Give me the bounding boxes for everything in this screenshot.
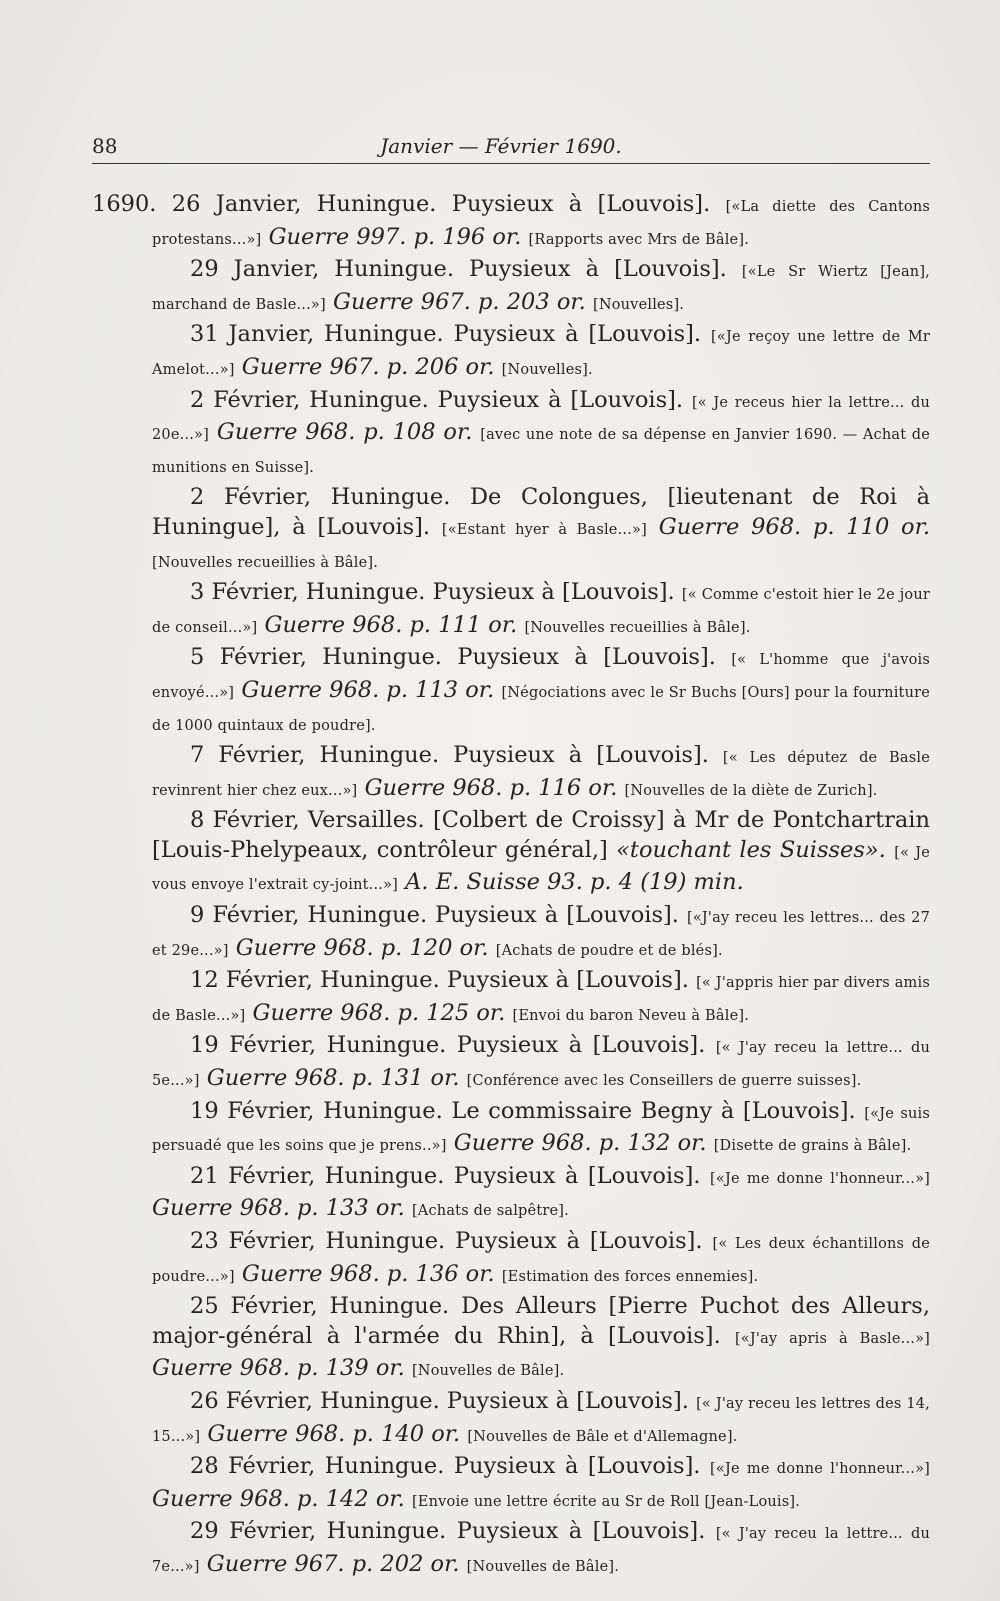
entry-lead: 29 Janvier, Huningue. Puysieux à [Louvois]. bbox=[190, 256, 727, 283]
entry-incipit: [« Je vous envoye l'extrait cy-joint...»] bbox=[152, 844, 930, 894]
entry bbox=[92, 1097, 930, 1162]
entry-lead: 1690. 26 Janvier, Huningue. Puysieux à [Louvois]. bbox=[92, 191, 711, 217]
entry-reference: Guerre 968. p. 120 or. bbox=[235, 934, 489, 961]
entry-note: [Achats de poudre et de blés]. bbox=[495, 942, 723, 959]
entry bbox=[92, 1031, 930, 1096]
entry-incipit: [« Les deux échantillons de poudre...»] bbox=[152, 1236, 931, 1285]
entry-lead: 12 Février, Huningue. Puysieux à [Louvois]. bbox=[190, 967, 689, 994]
entry-lead: 19 Février, Huningue. Le commissaire Begny à [Louvois]. bbox=[190, 1097, 856, 1124]
entry-reference: A. E. Suisse 93. p. 4 (19) min. bbox=[405, 869, 744, 896]
entry bbox=[92, 1517, 930, 1582]
entry bbox=[92, 1162, 930, 1227]
entry bbox=[92, 578, 930, 643]
entry-reference: Guerre 968. p. 125 or. bbox=[252, 999, 506, 1026]
entry bbox=[92, 1452, 930, 1517]
running-title: Janvier — Février 1690. bbox=[380, 134, 622, 158]
entry bbox=[92, 1292, 930, 1387]
entry-incipit: [«La diette des Cantons protestans...»] bbox=[152, 199, 931, 248]
entry-subject: «touchant les Suisses». bbox=[616, 836, 886, 863]
entry-reference: Guerre 967. p. 206 or. bbox=[241, 353, 495, 380]
entry-lead: 2 Février, Huningue. De Colongues, [lieutenant de Roi à Huningue], à [Louvois]. bbox=[152, 484, 930, 540]
entry bbox=[92, 255, 930, 320]
entry-reference: Guerre 968. p. 142 or. bbox=[152, 1485, 405, 1512]
entry bbox=[92, 966, 930, 1031]
entry-lead: 9 Février, Huningue. Puysieux à [Louvois]. bbox=[190, 902, 679, 929]
entry-incipit: [«Je me donne l'honneur...»] bbox=[710, 1461, 931, 1478]
entry-lead: 19 Février, Huningue. Puysieux à [Louvois]. bbox=[190, 1032, 706, 1059]
entry-incipit: [« J'appris hier par divers amis de Basle...»] bbox=[152, 975, 930, 1024]
entry bbox=[92, 741, 930, 806]
entry-incipit: [«Le Sr Wiertz [Jean], marchand de Basle...»] bbox=[152, 264, 930, 313]
entry-incipit: [« J'ay receu la lettre... du 7e...»] bbox=[152, 1526, 930, 1575]
entry-reference: Guerre 968. p. 111 or. bbox=[264, 611, 518, 638]
entry-note: [Conférence avec les Conseillers de guerre suisses]. bbox=[466, 1073, 862, 1090]
entry-lead: 28 Février, Huningue. Puysieux à [Louvois]. bbox=[190, 1453, 701, 1480]
entry-incipit: [« J'ay receu la lettre... du 5e...»] bbox=[152, 1040, 930, 1090]
entry-incipit: [« Je receus hier la lettre... du 20e...»] bbox=[152, 394, 930, 444]
entry-lead: 25 Février, Huningue. Des Alleurs [Pierre Puchot des Alleurs, major-général à l'armée du Rhin], à [Louvois]. bbox=[152, 1293, 930, 1349]
entry-note: [avec une note de sa dépense en Janvier 1690. — Achat de munitions en Suisse]. bbox=[152, 427, 930, 476]
entry bbox=[92, 1227, 930, 1292]
entry-note: [Nouvelles de Bâle]. bbox=[411, 1363, 565, 1380]
entry-reference: Guerre 967. p. 202 or. bbox=[206, 1550, 460, 1577]
entry-note: [Rapports avec Mrs de Bâle]. bbox=[528, 231, 750, 248]
entry-note: [Nouvelles]. bbox=[592, 296, 685, 313]
entry-reference: Guerre 968. p. 139 or. bbox=[152, 1355, 405, 1382]
entry-incipit: [«Je me donne l'honneur...»] bbox=[710, 1170, 931, 1187]
entry bbox=[92, 1387, 930, 1452]
entry-note: [Nouvelles de la diète de Zurich]. bbox=[624, 782, 878, 799]
entry-note: [Nouvelles de Bâle]. bbox=[466, 1558, 620, 1575]
entry-reference: Guerre 968. p. 131 or. bbox=[206, 1065, 460, 1092]
entry-incipit: [«Estant hyer à Basle...»] bbox=[441, 521, 647, 538]
entry-reference: Guerre 968. p. 140 or. bbox=[207, 1420, 461, 1447]
entry-reference: Guerre 997. p. 196 or. bbox=[268, 223, 522, 250]
entry-lead: 21 Février, Huningue. Puysieux à [Louvois]. bbox=[190, 1162, 701, 1189]
entry-reference: Guerre 967. p. 203 or. bbox=[333, 288, 586, 315]
entry-note: [Envoi du baron Neveu à Bâle]. bbox=[512, 1007, 750, 1024]
entry-note: [Nouvelles recueillies à Bâle]. bbox=[524, 619, 751, 636]
entry-incipit: [« Les députez de Basle revinrent hier chez eux...»] bbox=[152, 750, 930, 799]
entry-note: [Nouvelles recueillies à Bâle]. bbox=[152, 554, 379, 571]
entry-note: [Nouvelles de Bâle et d'Allemagne]. bbox=[467, 1428, 738, 1445]
entry-note: [Disette de grains à Bâle]. bbox=[713, 1138, 912, 1155]
entry-reference: Guerre 968. p. 133 or. bbox=[152, 1195, 405, 1222]
entry-incipit: [« L'homme que j'avois envoyé...»] bbox=[152, 652, 930, 701]
entry-reference: Guerre 968. p. 136 or. bbox=[241, 1260, 495, 1287]
entry bbox=[92, 190, 930, 255]
entry-reference: Guerre 968. p. 116 or. bbox=[364, 774, 618, 801]
entry-incipit: [«Je reçoy une lettre de Mr Amelot...»] bbox=[152, 329, 931, 378]
header-rule bbox=[92, 163, 930, 164]
entry-incipit: [«J'ay receu les lettres... des 27 et 29e...»] bbox=[152, 910, 930, 959]
entry bbox=[92, 901, 930, 966]
entry-lead: 31 Janvier, Huningue. Puysieux à [Louvois]. bbox=[190, 321, 702, 348]
entry-lead: 2 Février, Huningue. Puysieux à [Louvois]. bbox=[190, 386, 684, 413]
entry-incipit: [« Comme c'estoit hier le 2e jour de conseil...»] bbox=[152, 587, 930, 636]
entry-lead: 5 Février, Huningue. Puysieux à [Louvois]. bbox=[190, 644, 716, 671]
entry-lead: 29 Février, Huningue. Puysieux à [Louvois]. bbox=[190, 1518, 706, 1545]
entry-note: [Achats de salpêtre]. bbox=[411, 1203, 569, 1220]
entries-list bbox=[92, 190, 930, 1583]
entry bbox=[92, 386, 930, 484]
page-number: 88 bbox=[92, 134, 118, 158]
entry-note: [Estimation des forces ennemies]. bbox=[501, 1268, 759, 1285]
entry-lead: 8 Février, Versailles. [Colbert de Croissy] à Mr de Pontchartrain [Louis-Phelypeaux, contrôleur général,] bbox=[152, 807, 930, 863]
entry bbox=[92, 643, 930, 741]
entry-lead: 23 Février, Huningue. Puysieux à [Louvois]. bbox=[190, 1228, 703, 1254]
entry-reference: Guerre 968. p. 110 or. bbox=[658, 513, 931, 540]
entry-incipit: [«J'ay apris à Basle...»] bbox=[734, 1330, 931, 1347]
entry-reference: Guerre 968. p. 132 or. bbox=[453, 1130, 707, 1157]
entry-incipit: [« J'ay receu les lettres des 14, 15...»] bbox=[152, 1395, 930, 1445]
entry bbox=[92, 483, 930, 578]
entry-incipit: [«Je suis persuadé que les soins que je prens..»] bbox=[152, 1105, 930, 1155]
entry bbox=[92, 806, 930, 901]
entry-lead: 26 Février, Huningue. Puysieux à [Louvois]. bbox=[190, 1387, 689, 1414]
entry-note: [Négociations avec le Sr Buchs [Ours] pour la fourniture de 1000 quintaux de poudre]. bbox=[152, 684, 931, 734]
page-header bbox=[92, 130, 930, 164]
entry bbox=[92, 320, 930, 385]
entry-reference: Guerre 968. p. 108 or. bbox=[216, 419, 473, 446]
entry-note: [Envoie une lettre écrite au Sr de Roll [Jean-Louis]. bbox=[411, 1493, 801, 1510]
entry-note: [Nouvelles]. bbox=[501, 361, 593, 378]
entry-lead: 7 Février, Huningue. Puysieux à [Louvois]. bbox=[190, 742, 709, 769]
entry-lead: 3 Février, Huningue. Puysieux à [Louvois]. bbox=[190, 579, 675, 606]
entry-reference: Guerre 968. p. 113 or. bbox=[241, 676, 495, 703]
